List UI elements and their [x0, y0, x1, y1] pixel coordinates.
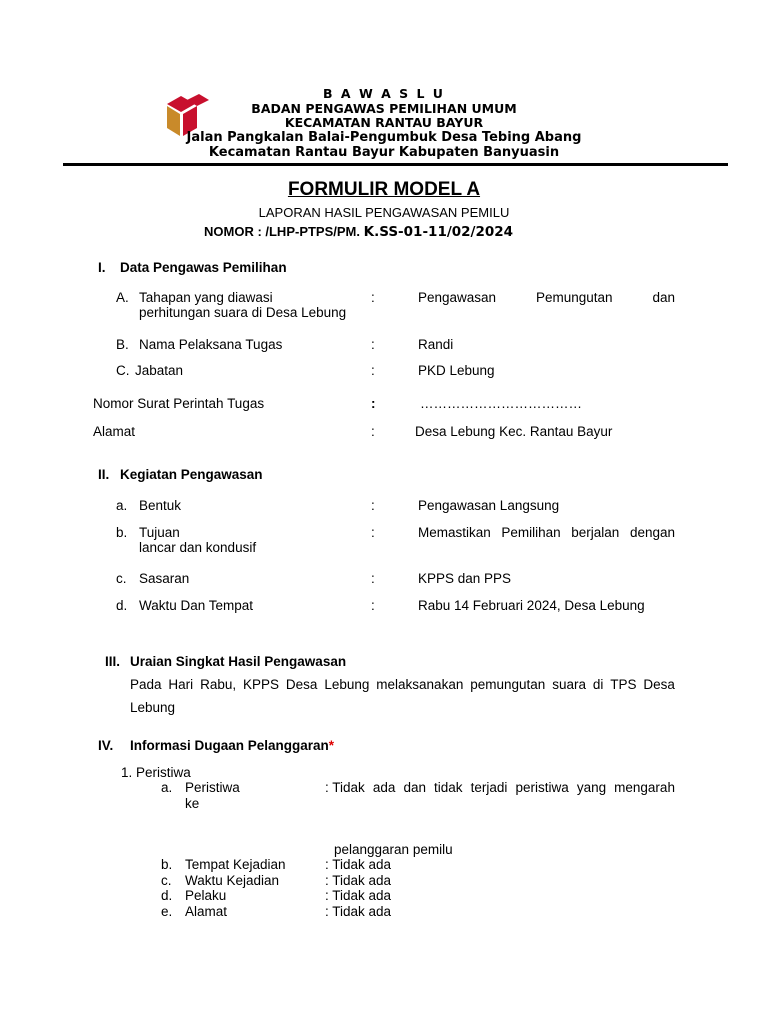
- sprint-colon: :: [371, 396, 376, 411]
- required-asterisk: *: [328, 738, 335, 753]
- value-word: dan: [652, 290, 675, 305]
- word: melaksanakan: [376, 677, 464, 692]
- section-2-number: II.: [98, 467, 110, 482]
- word: suara: [552, 677, 586, 692]
- word: TPS: [610, 677, 637, 692]
- peristiwa-heading: 1. Peristiwa: [121, 765, 191, 780]
- item-a-marker: A.: [116, 290, 129, 305]
- item-c-marker: C.: [116, 363, 130, 378]
- kegiatan-a-value: Pengawasan Langsung: [418, 498, 560, 513]
- item-a-label: Tahapan yang diawasi: [139, 290, 273, 305]
- org-short: B A W A S L U: [323, 86, 445, 101]
- peristiwa-a-value-cont: pelanggaran pemilu: [334, 842, 453, 857]
- peristiwa-e-marker: e.: [161, 904, 173, 919]
- address-line-2: Kecamatan Rantau Bayur Kabupaten Banyuasin: [208, 145, 560, 160]
- peristiwa-c-marker: c.: [161, 873, 172, 888]
- kegiatan-b-marker: b.: [116, 525, 128, 540]
- item-b-value: Randi: [418, 337, 454, 352]
- word: Pada: [130, 677, 162, 692]
- word: pemungutan: [470, 677, 546, 692]
- section-1-number: I.: [98, 260, 106, 275]
- word: mengarah: [614, 780, 675, 795]
- peristiwa-d-label: Pelaku: [185, 888, 227, 903]
- value-word: Memastikan: [418, 525, 491, 540]
- word: ada: [372, 780, 396, 795]
- kegiatan-b-colon: :: [371, 525, 375, 540]
- peristiwa-a-label: Peristiwa: [185, 780, 240, 795]
- uraian-line-1: [130, 677, 675, 692]
- word: Lebung: [324, 677, 370, 692]
- item-a-label-cont: perhitungan suara di Desa Lebung: [139, 305, 347, 320]
- peristiwa-c-value: : Tidak ada: [325, 873, 392, 888]
- peristiwa-d-marker: d.: [161, 888, 173, 903]
- form-subtitle: LAPORAN HASIL PENGAWASAN PEMILU: [258, 205, 510, 220]
- word: Rabu,: [200, 677, 237, 692]
- kegiatan-a-label: Bentuk: [139, 498, 182, 513]
- value-word: dengan: [629, 525, 675, 540]
- item-a-value: [418, 290, 675, 305]
- peristiwa-a-value: [325, 780, 675, 795]
- alamat-value: Desa Lebung Kec. Rantau Bayur: [415, 424, 613, 439]
- uraian-line-2: Lebung: [130, 700, 176, 715]
- section-4-heading: [130, 738, 334, 753]
- sprint-value: ………………………………: [420, 396, 582, 411]
- item-b-colon: :: [371, 337, 375, 352]
- kegiatan-a-marker: a.: [116, 498, 128, 513]
- kegiatan-b-label-cont: lancar dan kondusif: [139, 540, 257, 555]
- peristiwa-b-marker: b.: [161, 857, 173, 872]
- nomor-label: NOMOR : /LHP-PTPS/PM.: [204, 224, 360, 239]
- header-divider: [63, 163, 728, 166]
- nomor-line: [204, 224, 513, 240]
- word: peristiwa: [515, 780, 569, 795]
- kegiatan-b-label: Tujuan: [139, 525, 180, 540]
- org-full: BADAN PENGAWAS PEMILIHAN UMUM: [251, 101, 517, 116]
- alamat-label: Alamat: [93, 424, 136, 439]
- alamat-colon: :: [371, 424, 375, 439]
- kegiatan-c-colon: :: [371, 571, 375, 586]
- item-b-marker: B.: [116, 337, 129, 352]
- peristiwa-a-marker: a.: [161, 780, 173, 795]
- word: terjadi: [470, 780, 508, 795]
- section-1-heading: Data Pengawas Pemilihan: [120, 260, 287, 275]
- word: yang: [576, 780, 607, 795]
- form-title: FORMULIR MODEL A: [287, 179, 481, 200]
- item-b-label: Nama Pelaksana Tugas: [139, 337, 283, 352]
- peristiwa-d-value: : Tidak ada: [325, 888, 392, 903]
- kegiatan-a-colon: :: [371, 498, 375, 513]
- kegiatan-d-label: Waktu Dan Tempat: [139, 598, 254, 613]
- section-2-heading: Kegiatan Pengawasan: [120, 467, 263, 482]
- item-a-colon: :: [371, 290, 375, 305]
- word: dan: [403, 780, 426, 795]
- word: KPPS: [243, 677, 280, 692]
- item-c-colon: :: [371, 363, 375, 378]
- word: Hari: [168, 677, 194, 692]
- kegiatan-d-marker: d.: [116, 598, 128, 613]
- value-word: Pemungutan: [535, 290, 613, 305]
- value-word: Pengawasan: [418, 290, 497, 305]
- word: : Tidak: [325, 780, 365, 795]
- peristiwa-e-label: Alamat: [185, 904, 228, 919]
- peristiwa-b-value: : Tidak ada: [325, 857, 392, 872]
- peristiwa-b-label: Tempat Kejadian: [185, 857, 286, 872]
- section-3-heading: Uraian Singkat Hasil Pengawasan: [130, 654, 347, 669]
- peristiwa-e-value: : Tidak ada: [325, 904, 392, 919]
- word: Desa: [285, 677, 318, 692]
- address-line-1: Jalan Pangkalan Balai-Pengumbuk Desa Tebing Abang: [186, 130, 582, 145]
- section-4-number: IV.: [98, 738, 114, 753]
- kegiatan-c-label: Sasaran: [139, 571, 190, 586]
- word: tidak: [434, 780, 463, 795]
- kegiatan-c-value: KPPS dan PPS: [418, 571, 512, 586]
- value-word: Pemilihan: [501, 525, 561, 540]
- section-4-heading-text: Informasi Dugaan Pelanggaran: [130, 738, 329, 753]
- peristiwa-c-label: Waktu Kejadian: [185, 873, 280, 888]
- value-word: berjalan: [571, 525, 620, 540]
- section-3-number: III.: [105, 654, 121, 669]
- kegiatan-c-marker: c.: [116, 571, 127, 586]
- kegiatan-d-value: Rabu 14 Februari 2024, Desa Lebung: [418, 598, 645, 613]
- word: Desa: [643, 677, 675, 692]
- sprint-label: Nomor Surat Perintah Tugas: [93, 396, 265, 411]
- district: KECAMATAN RANTAU BAYUR: [284, 115, 484, 130]
- peristiwa-a-label-cont: ke: [185, 796, 200, 811]
- item-c-value: PKD Lebung: [418, 363, 495, 378]
- kegiatan-d-colon: :: [371, 598, 375, 613]
- word: di: [592, 677, 604, 692]
- kegiatan-b-value: [418, 525, 675, 540]
- nomor-value: K.SS-01-11/02/2024: [363, 224, 514, 240]
- item-c-label: Jabatan: [135, 363, 184, 378]
